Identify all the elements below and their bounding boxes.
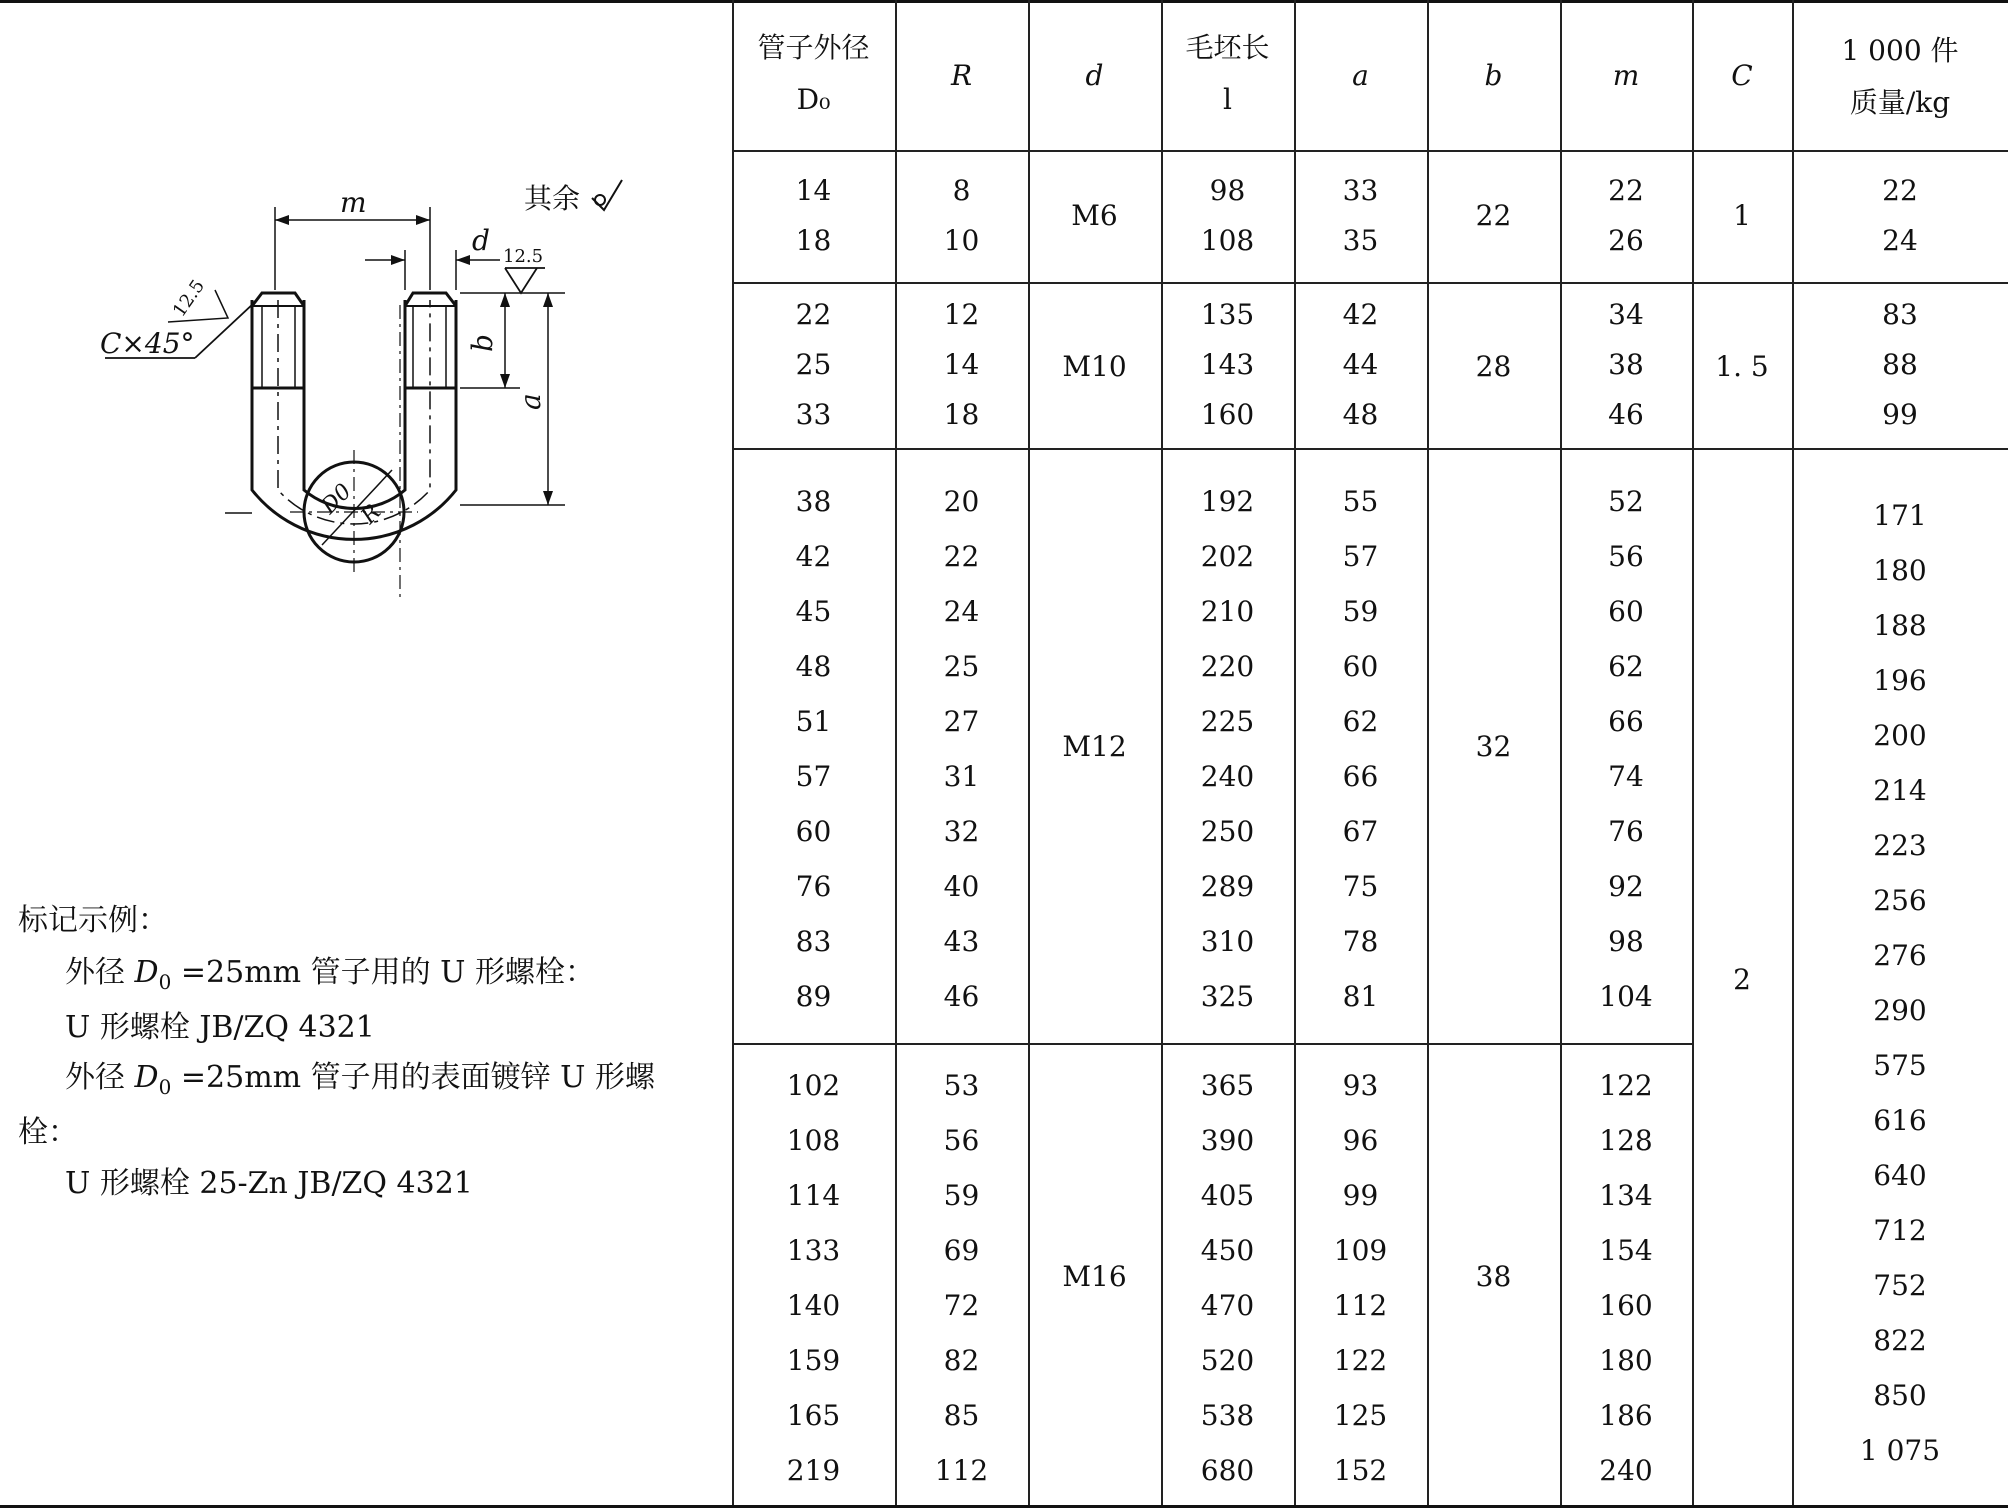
u-bolt-dimension-table (732, 0, 2008, 1511)
roughness-note-label: 其余 (524, 182, 581, 215)
g2-R: 12 14 18 (943, 298, 980, 431)
label-D0: D0 (316, 479, 357, 520)
dim-d-label: d (472, 224, 490, 257)
g3-d: M12 (1062, 730, 1127, 763)
header-C: C (1731, 59, 1753, 92)
header-R: R (950, 59, 973, 92)
header-a: a (1352, 59, 1369, 92)
g3-R: 20 22 24 25 27 31 32 40 43 46 (943, 485, 980, 1013)
header-mass: 1 000 件 质量/kg (1841, 34, 1959, 119)
g3-a: 55 57 59 60 62 66 67 75 78 81 (1342, 485, 1379, 1013)
g2-mass: 83 88 99 (1882, 298, 1918, 431)
header-b: b (1484, 59, 1503, 92)
marking-line-5: U 形螺栓 25-Zn JB/ZQ 4321 (65, 1166, 473, 1201)
g34-C: 2 (1733, 963, 1751, 996)
g4-l: 365 390 405 450 470 520 538 680 (1200, 1069, 1255, 1487)
marking-line-1: 外径 $D_0 =25mm$ 管子用的 U 形螺栓： (65, 955, 595, 994)
g3-D0: 38 42 45 48 51 57 60 76 83 89 (795, 485, 832, 1013)
roughness-value-label: 12.5 (503, 246, 544, 267)
g4-D0: 102 108 114 133 140 159 165 219 (786, 1069, 841, 1487)
marking-heading: 标记示例： (18, 903, 168, 938)
header-d: d (1085, 59, 1104, 92)
g2-a: 42 44 48 (1342, 298, 1379, 431)
g2-b: 28 (1475, 350, 1512, 383)
g1-a: 33 35 (1342, 174, 1379, 257)
g2-d: M10 (1062, 350, 1127, 383)
marking-line-2: U 形螺栓 JB/ZQ 4321 (65, 1010, 375, 1045)
g4-m: 122 128 134 154 160 180 186 240 (1599, 1069, 1653, 1487)
header-l: 毛坯长 l (1185, 31, 1270, 116)
g1-R: 8 10 (943, 174, 980, 257)
g3-m: 52 56 60 62 66 74 76 92 98 104 (1599, 485, 1653, 1013)
dim-a-label: a (514, 393, 547, 410)
g1-d: M6 (1071, 199, 1118, 232)
g1-m: 22 26 (1608, 174, 1644, 257)
marking-line-4: 栓： (18, 1115, 78, 1150)
u-bolt-drawing (0, 0, 732, 640)
g1-b: 22 (1475, 199, 1512, 232)
g1-mass: 22 24 (1882, 174, 1918, 257)
dim-b-label: b (466, 334, 499, 352)
chamfer-label: C×45° (100, 327, 195, 360)
marking-line-3: 外径 $D_0 =25mm$ 管子用的表面镀锌 U 形螺 (65, 1060, 655, 1099)
header-m: m (1612, 59, 1640, 92)
g1-l: 98 108 (1200, 174, 1255, 257)
g2-m: 34 38 46 (1608, 298, 1644, 431)
header-D0: 管子外径 D₀ (757, 31, 870, 116)
g4-R: 53 56 59 69 72 82 85 112 (934, 1069, 989, 1487)
label-R: R (356, 499, 386, 530)
dim-m-label: m (340, 186, 367, 219)
g2-l: 135 143 160 (1200, 298, 1255, 431)
chamfer-roughness-label: 12.5 (168, 275, 210, 321)
g3-l: 192 202 210 220 225 240 250 289 310 325 (1200, 485, 1255, 1013)
g4-d: M16 (1062, 1260, 1127, 1293)
g3-b: 32 (1475, 730, 1512, 763)
g1-D0: 14 18 (795, 174, 832, 257)
g2-C: 1. 5 (1715, 350, 1769, 383)
g2-D0: 22 25 33 (795, 298, 832, 431)
g1-C: 1 (1733, 199, 1751, 232)
g34-mass: 171 180 188 196 200 214 223 256 276 290 575 616 640 712 752 822 850 1 075 (1859, 499, 1941, 1467)
g4-a: 93 96 99 109 112 122 125 152 (1333, 1069, 1388, 1487)
g4-b: 38 (1475, 1260, 1512, 1293)
